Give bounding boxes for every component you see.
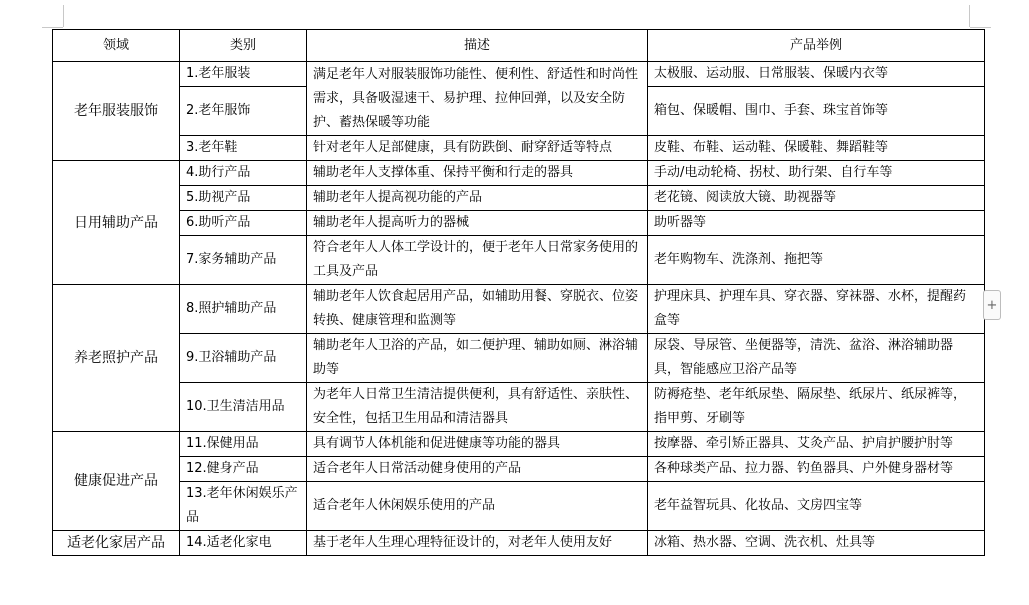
category-cell: 13.老年休闲娱乐产品 xyxy=(180,482,307,531)
header-domain: 领域 xyxy=(53,30,180,62)
domain-cell: 日用辅助产品 xyxy=(53,161,180,285)
table-row xyxy=(53,383,985,432)
table-row xyxy=(53,236,985,285)
category-cell: 1.老年服装 xyxy=(180,62,307,87)
products-cell: 防褥疮垫、老年纸尿垫、隔尿垫、纸尿片、纸尿裤等，指甲剪、牙刷等 xyxy=(648,383,985,432)
domain-cell: 适老化家居产品 xyxy=(53,531,180,556)
table-row xyxy=(53,482,985,531)
products-cell: 按摩器、牵引矫正器具、艾灸产品、护肩护腰护肘等 xyxy=(648,432,985,457)
header-category: 类别 xyxy=(180,30,307,62)
description-cell: 符合老年人人体工学设计的，便于老年人日常家务使用的工具及产品 xyxy=(307,236,648,285)
table-row xyxy=(53,531,985,556)
category-cell: 2.老年服饰 xyxy=(180,87,307,136)
header-description: 描述 xyxy=(307,30,648,62)
products-cell: 老花镜、阅读放大镜、助视器等 xyxy=(648,186,985,211)
table-header-row xyxy=(53,30,985,62)
description-cell: 适合老年人日常活动健身使用的产品 xyxy=(307,457,648,482)
table-row xyxy=(53,186,985,211)
products-cell: 箱包、保暖帽、围巾、手套、珠宝首饰等 xyxy=(648,87,985,136)
category-cell: 8.照护辅助产品 xyxy=(180,285,307,334)
description-cell: 基于老年人生理心理特征设计的，对老年人使用友好 xyxy=(307,531,648,556)
description-cell: 满足老年人对服装服饰功能性、便利性、舒适性和时尚性需求，具备吸湿速干、易护理、拉伸回弹，以及安全防护、蓄热保暖等功能 xyxy=(307,62,648,136)
products-cell: 老年益智玩具、化妆品、文房四宝等 xyxy=(648,482,985,531)
description-cell: 辅助老年人提高听力的器械 xyxy=(307,211,648,236)
category-cell: 7.家务辅助产品 xyxy=(180,236,307,285)
category-cell: 6.助听产品 xyxy=(180,211,307,236)
description-cell: 辅助老年人饮食起居用产品，如辅助用餐、穿脱衣、位姿转换、健康管理和监测等 xyxy=(307,285,648,334)
products-cell: 太极服、运动服、日常服装、保暖内衣等 xyxy=(648,62,985,87)
products-cell: 皮鞋、布鞋、运动鞋、保暖鞋、舞蹈鞋等 xyxy=(648,136,985,161)
category-cell: 5.助视产品 xyxy=(180,186,307,211)
domain-cell: 养老照护产品 xyxy=(53,285,180,432)
description-cell: 具有调节人体机能和促进健康等功能的器具 xyxy=(307,432,648,457)
table-row xyxy=(53,161,985,186)
products-cell: 手动/电动轮椅、拐杖、助行架、自行车等 xyxy=(648,161,985,186)
category-cell: 12.健身产品 xyxy=(180,457,307,482)
domain-cell: 健康促进产品 xyxy=(53,432,180,531)
crop-mark-right-horizontal xyxy=(970,27,991,28)
products-cell: 护理床具、护理车具、穿衣器、穿袜器、水杯，提醒药盒等 xyxy=(648,285,985,334)
table-row xyxy=(53,211,985,236)
category-cell: 11.保健用品 xyxy=(180,432,307,457)
crop-mark-right-vertical xyxy=(969,5,970,27)
crop-mark-left-horizontal xyxy=(42,27,63,28)
category-cell: 3.老年鞋 xyxy=(180,136,307,161)
table-row xyxy=(53,62,985,87)
table-row xyxy=(53,432,985,457)
table-row xyxy=(53,457,985,482)
add-row-button[interactable]: + xyxy=(983,290,1001,320)
category-cell: 14.适老化家电 xyxy=(180,531,307,556)
category-cell: 9.卫浴辅助产品 xyxy=(180,334,307,383)
table-row xyxy=(53,285,985,334)
products-cell: 老年购物车、洗涤剂、拖把等 xyxy=(648,236,985,285)
products-cell: 冰箱、热水器、空调、洗衣机、灶具等 xyxy=(648,531,985,556)
products-cell: 尿袋、导尿管、坐便器等，清洗、盆浴、淋浴辅助器具，智能感应卫浴产品等 xyxy=(648,334,985,383)
header-products: 产品举例 xyxy=(648,30,985,62)
description-cell: 辅助老年人支撑体重、保持平衡和行走的器具 xyxy=(307,161,648,186)
category-cell: 4.助行产品 xyxy=(180,161,307,186)
table-row xyxy=(53,334,985,383)
crop-mark-left-vertical xyxy=(63,5,64,27)
description-cell: 辅助老年人卫浴的产品，如二便护理、辅助如厕、淋浴辅助等 xyxy=(307,334,648,383)
products-cell: 助听器等 xyxy=(648,211,985,236)
domain-cell: 老年服装服饰 xyxy=(53,62,180,161)
elderly-products-table xyxy=(52,29,985,556)
description-cell: 适合老年人休闲娱乐使用的产品 xyxy=(307,482,648,531)
table-row xyxy=(53,136,985,161)
description-cell: 为老年人日常卫生清洁提供便利，具有舒适性、亲肤性、安全性，包括卫生用品和清洁器具 xyxy=(307,383,648,432)
category-cell: 10.卫生清洁用品 xyxy=(180,383,307,432)
description-cell: 针对老年人足部健康，具有防跌倒、耐穿舒适等特点 xyxy=(307,136,648,161)
description-cell: 辅助老年人提高视功能的产品 xyxy=(307,186,648,211)
products-cell: 各种球类产品、拉力器、钓鱼器具、户外健身器材等 xyxy=(648,457,985,482)
